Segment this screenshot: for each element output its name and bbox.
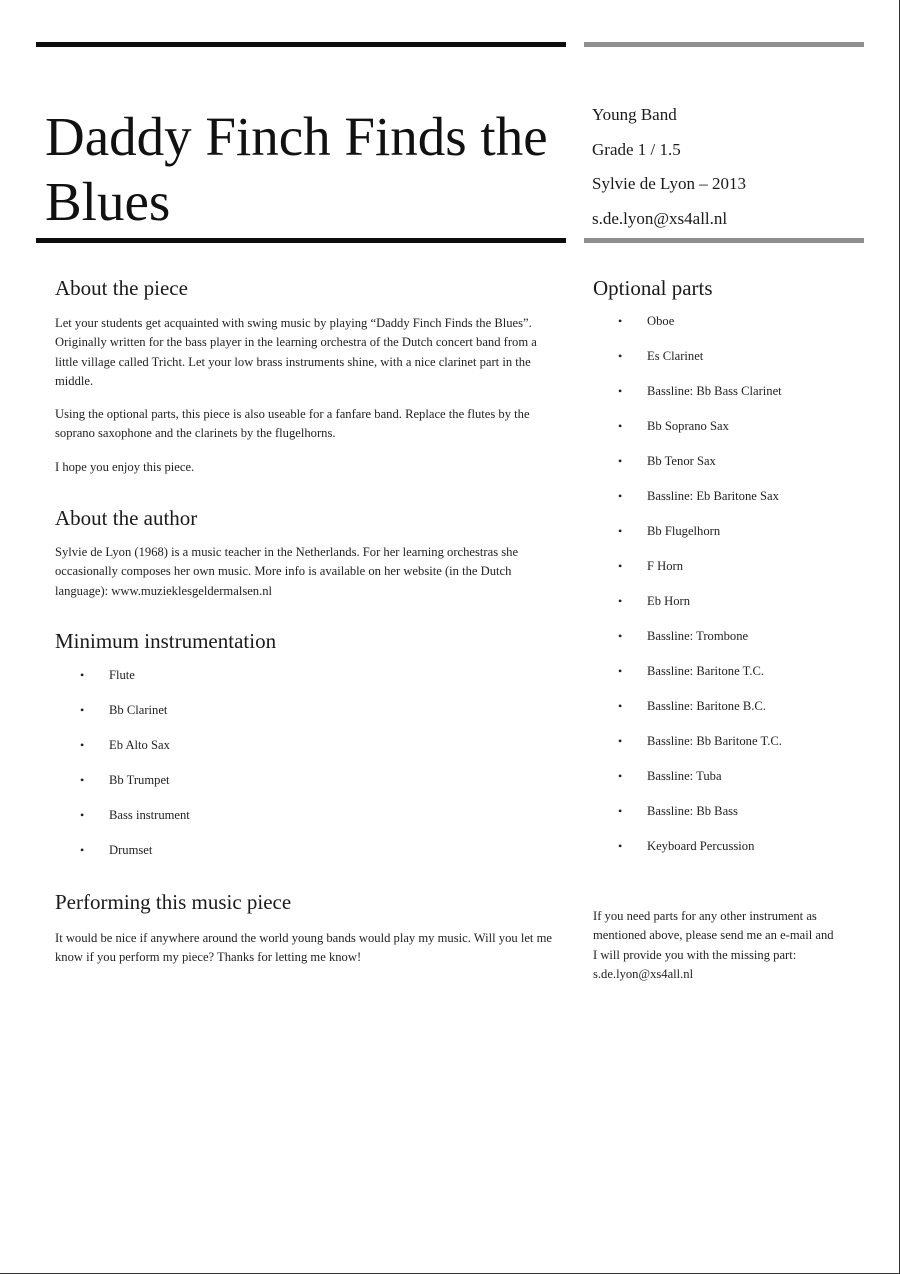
composer-year: Sylvie de Lyon – 2013 <box>592 174 746 193</box>
bullet-icon: • <box>80 808 85 822</box>
part-label: Bb Soprano Sax <box>647 419 729 433</box>
bullet-icon: • <box>618 419 623 433</box>
part-label: Keyboard Percussion <box>647 839 755 853</box>
part-label: Oboe <box>647 314 675 328</box>
bullet-icon: • <box>80 668 85 682</box>
bullet-icon: • <box>618 804 623 818</box>
grade-level: Grade 1 / 1.5 <box>592 139 681 159</box>
optional-parts-list <box>618 314 782 874</box>
part-label: Bassline: Trombone <box>647 629 749 643</box>
bullet-icon: • <box>618 629 623 643</box>
list-item <box>618 769 782 804</box>
part-label: Bassline: Bb Bass Clarinet <box>647 384 782 398</box>
bullet-icon: • <box>618 314 623 328</box>
bullet-icon: • <box>618 664 623 678</box>
minimum-instrumentation-list <box>80 668 190 878</box>
part-label: Bb Tenor Sax <box>647 454 716 468</box>
list-item <box>618 454 782 489</box>
bullet-icon: • <box>618 769 623 783</box>
composer-email[interactable]: s.de.lyon@xs4all.nl <box>592 208 728 228</box>
list-item <box>618 839 782 874</box>
part-label: Bassline: Bb Baritone T.C. <box>647 734 782 748</box>
part-label: Bassline: Tuba <box>647 769 722 783</box>
title-bottom-rule <box>36 238 566 243</box>
list-item <box>618 804 782 839</box>
bullet-icon: • <box>618 839 623 853</box>
part-label: Es Clarinet <box>647 349 704 363</box>
list-item <box>618 734 782 769</box>
bullet-icon: • <box>80 843 85 857</box>
bullet-icon: • <box>618 349 623 363</box>
list-item <box>618 559 782 594</box>
instrument-label: Flute <box>109 668 135 682</box>
list-item <box>80 668 190 703</box>
optional-parts-footer: If you need parts for any other instrument as mentioned above, please send me an e-mail and I will provide you with the missing part: s.de.lyon@xs4all.nl <box>593 909 834 981</box>
band-type: Young Band <box>592 105 677 124</box>
optional-parts-heading: Optional parts <box>593 276 713 300</box>
part-label: Bassline: Bb Bass <box>647 804 738 818</box>
piece-title: Daddy Finch Finds the Blues <box>45 106 548 232</box>
instrument-label: Bb Trumpet <box>109 773 170 787</box>
about-piece-paragraph: Let your students get acquainted with swing music by playing “Daddy Finch Finds the Blues”. Originally written for the bass player in the learning orchestra of the Dutch concert band from a little village called Tricht. Let your low brass instruments shine, with a nice clarinet part in the middle. <box>55 316 537 388</box>
bullet-icon: • <box>80 773 85 787</box>
about-author-text: Sylvie de Lyon (1968) is a music teacher in the Netherlands. For her learning orchestras she occasionally composes her own music. More info is available on her website (in the Dutch language): www.muzieklesgeldermalsen.nl <box>55 545 519 598</box>
list-item <box>80 703 190 738</box>
list-item <box>618 419 782 454</box>
meta-top-rule <box>584 42 864 47</box>
part-label: Bassline: Baritone T.C. <box>647 664 765 678</box>
instrument-label: Drumset <box>109 843 153 857</box>
list-item <box>618 314 782 349</box>
bullet-icon: • <box>618 594 623 608</box>
list-item <box>618 699 782 734</box>
part-label: Bassline: Baritone B.C. <box>647 699 766 713</box>
list-item <box>80 738 190 773</box>
list-item <box>618 594 782 629</box>
part-label: Bb Flugelhorn <box>647 524 721 538</box>
about-piece-paragraph: I hope you enjoy this piece. <box>55 460 195 474</box>
instrument-label: Bass instrument <box>109 808 190 822</box>
minimum-instrumentation-heading: Minimum instrumentation <box>55 629 277 653</box>
title-top-rule <box>36 42 566 47</box>
meta-bottom-rule <box>584 238 864 243</box>
bullet-icon: • <box>618 559 623 573</box>
part-label: Bassline: Eb Baritone Sax <box>647 489 779 503</box>
about-piece-heading: About the piece <box>55 276 188 300</box>
list-item <box>80 808 190 843</box>
instrument-label: Eb Alto Sax <box>109 738 170 752</box>
piece-meta <box>592 98 872 236</box>
list-item <box>618 349 782 384</box>
bullet-icon: • <box>618 524 623 538</box>
instrument-label: Bb Clarinet <box>109 703 168 717</box>
bullet-icon: • <box>618 454 623 468</box>
about-author-heading: About the author <box>55 506 198 530</box>
bullet-icon: • <box>80 703 85 717</box>
performing-heading: Performing this music piece <box>55 890 292 914</box>
part-label: F Horn <box>647 559 684 573</box>
list-item <box>80 773 190 808</box>
list-item <box>618 629 782 664</box>
list-item <box>618 489 782 524</box>
list-item <box>618 664 782 699</box>
about-piece-paragraph: Using the optional parts, this piece is also useable for a fanfare band. Replace the flutes by the soprano saxophone and the clarinets by the flugelhorns. <box>55 407 530 441</box>
part-label: Eb Horn <box>647 594 691 608</box>
bullet-icon: • <box>618 489 623 503</box>
list-item <box>80 843 190 878</box>
list-item <box>618 524 782 559</box>
bullet-icon: • <box>618 384 623 398</box>
bullet-icon: • <box>618 734 623 748</box>
performing-text: It would be nice if anywhere around the world young bands would play my music. Will you let me know if you perform my piece? Thanks for letting me know! <box>55 931 552 965</box>
bullet-icon: • <box>80 738 85 752</box>
bullet-icon: • <box>618 699 623 713</box>
list-item <box>618 384 782 419</box>
